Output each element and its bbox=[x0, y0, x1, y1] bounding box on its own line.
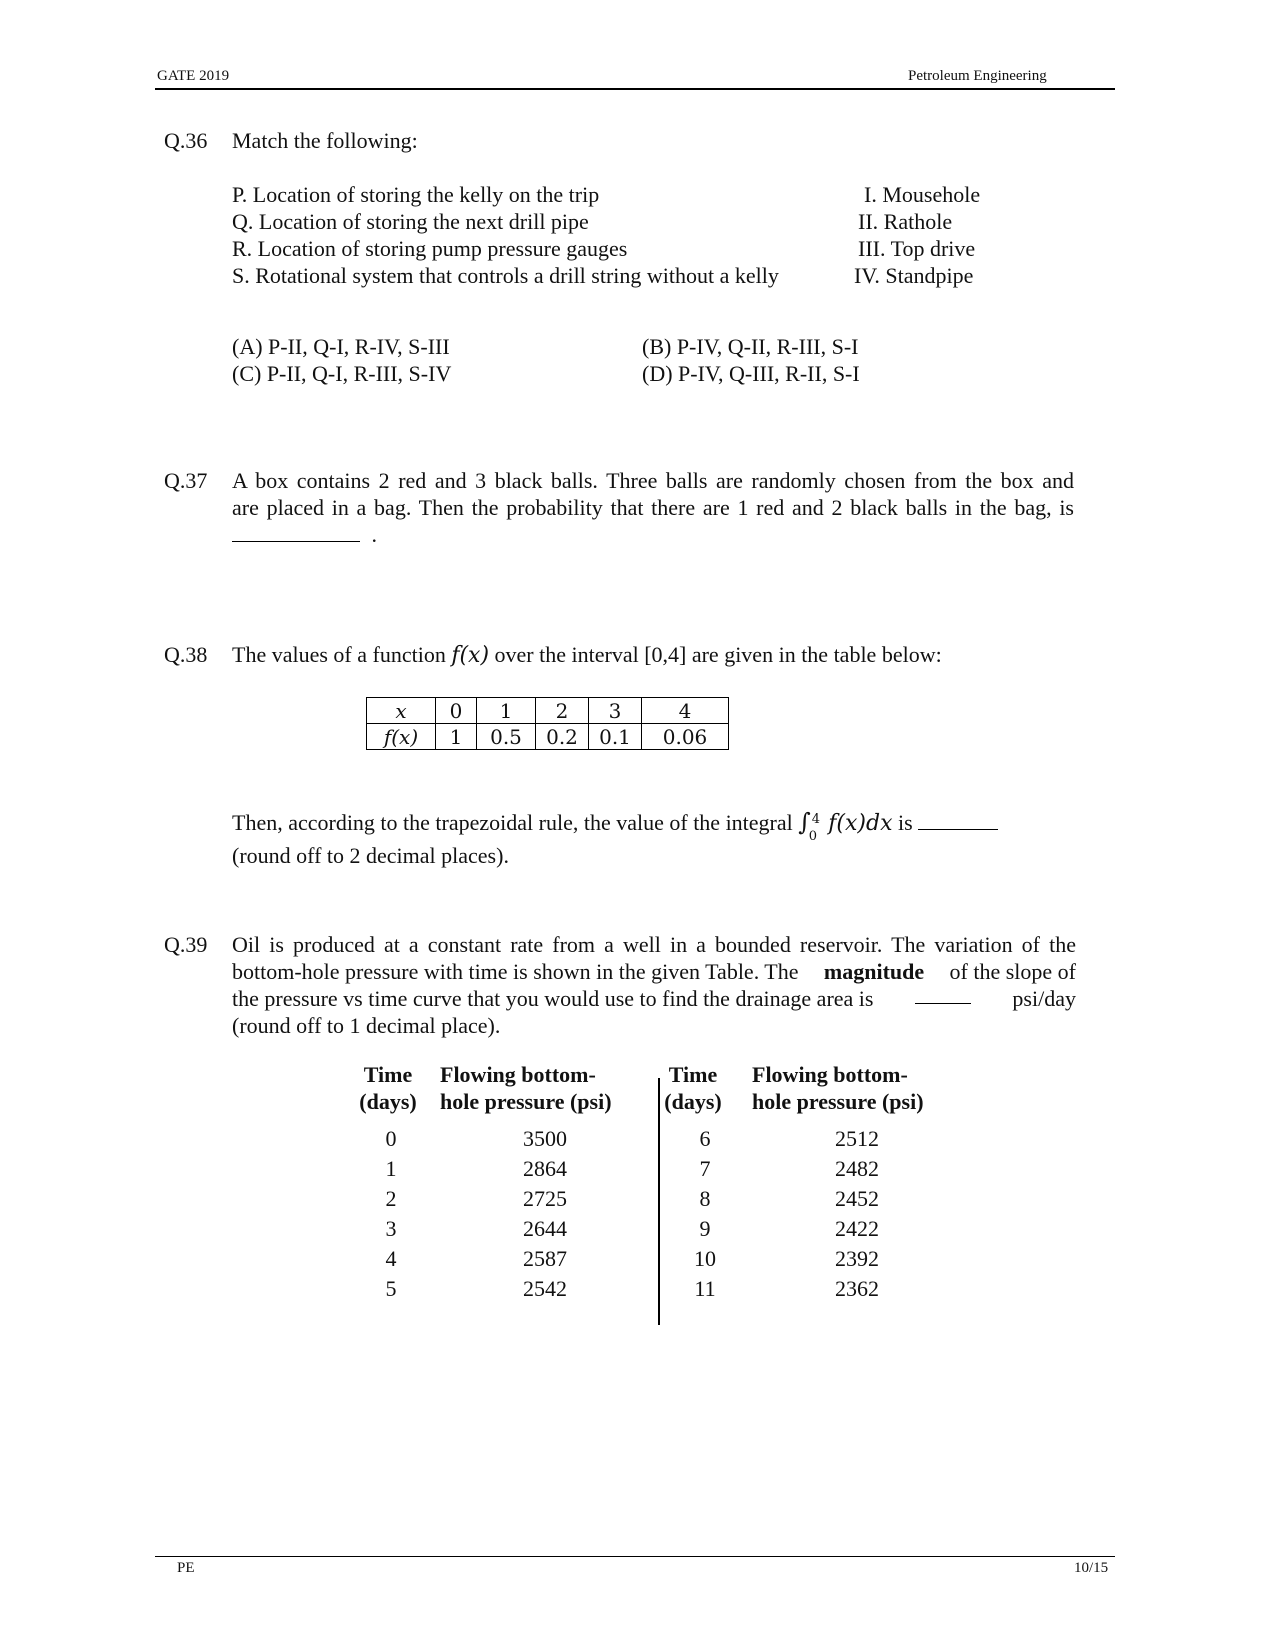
q36-option-a[interactable]: (A) P-II, Q-I, R-IV, S-III bbox=[232, 334, 450, 359]
q39-left-time-column bbox=[366, 1124, 416, 1304]
q39-line-3-before: the pressure vs time curve that you would use to find the drainage area is bbox=[232, 986, 874, 1011]
q38-value-table bbox=[366, 697, 729, 750]
q38-prompt-before: The values of a function bbox=[232, 642, 446, 667]
q39-left-pressure-column bbox=[500, 1124, 590, 1304]
q39-line-1: Oil is produced at a constant rate from a well in a bounded reservoir. The variation of the bbox=[232, 932, 1076, 957]
q37-line-1: A box contains 2 red and 3 black balls. Three balls are randomly chosen from the box and bbox=[232, 468, 1074, 493]
q39-left-pressure-header bbox=[440, 1061, 636, 1115]
q38-f-cell: 0.06 bbox=[642, 724, 729, 750]
integral-sign-icon: ∫ bbox=[798, 808, 811, 836]
q39-pressure-cell: 3500 bbox=[523, 1126, 567, 1151]
q38-x-cell: 3 bbox=[589, 698, 642, 724]
q38-upper-limit: 4 bbox=[811, 812, 821, 827]
q37-end: . bbox=[371, 522, 377, 547]
q38-answer-blank[interactable] bbox=[918, 811, 998, 830]
q36-match-iii: III. Top drive bbox=[858, 236, 976, 261]
q37-number: Q.37 bbox=[164, 468, 208, 493]
footer-paper-code: PE bbox=[177, 1560, 195, 1576]
q38-x-cell: 4 bbox=[642, 698, 729, 724]
q39-header-text: hole pressure (psi) bbox=[752, 1089, 924, 1114]
q39-pressure-cell: 2542 bbox=[523, 1276, 567, 1301]
q39-pressure-cell: 2482 bbox=[835, 1156, 879, 1181]
q38-x-cell: 2 bbox=[536, 698, 589, 724]
q39-header-text: Time bbox=[668, 1062, 718, 1087]
q39-pressure-cell: 2644 bbox=[523, 1216, 567, 1241]
q39-time-cell: 0 bbox=[385, 1126, 397, 1151]
q39-line-2-bold: magnitude bbox=[823, 959, 925, 984]
q38-integral-intro: Then, according to the trapezoidal rule, the value of the integral bbox=[232, 810, 793, 835]
q36-item-p: P. Location of storing the kelly on the trip bbox=[232, 182, 600, 207]
q37-answer-line bbox=[232, 521, 1074, 548]
q38-prompt-after: over the interval [0,4] are given in the table below: bbox=[494, 642, 942, 667]
q39-pressure-cell: 2864 bbox=[523, 1156, 567, 1181]
q38-x-cell: 1 bbox=[477, 698, 536, 724]
q39-time-cell: 5 bbox=[385, 1276, 397, 1301]
q38-note: (round off to 2 decimal places). bbox=[232, 843, 509, 868]
q39-line-2 bbox=[232, 958, 1076, 985]
q38-row-x-label: x bbox=[367, 698, 436, 724]
footer-page-number: 10/15 bbox=[1074, 1560, 1109, 1576]
q36-item-r: R. Location of storing pump pressure gauges bbox=[232, 236, 628, 261]
q39-header-text: (days) bbox=[359, 1089, 417, 1114]
q38-f-cell: 0.2 bbox=[536, 724, 589, 750]
q39-time-cell: 8 bbox=[699, 1186, 711, 1211]
q39-answer-blank[interactable] bbox=[915, 985, 971, 1004]
q36-item-s: S. Rotational system that controls a drill string without a kelly bbox=[232, 263, 779, 288]
q39-right-pressure-header bbox=[752, 1061, 948, 1115]
q39-header-text: Flowing bottom- bbox=[440, 1062, 596, 1087]
footer-rule bbox=[155, 1556, 1115, 1557]
q36-match-i: I. Mousehole bbox=[864, 182, 981, 207]
q39-line-3 bbox=[232, 985, 1076, 1012]
q38-f-cell: 0.1 bbox=[589, 724, 642, 750]
q39-time-cell: 10 bbox=[694, 1246, 716, 1271]
q39-right-pressure-column bbox=[812, 1124, 902, 1304]
q36-items bbox=[232, 181, 779, 289]
q39-right-time-column bbox=[680, 1124, 730, 1304]
q38-row-f-label: f(x) bbox=[367, 724, 436, 750]
q36-option-c[interactable]: (C) P-II, Q-I, R-III, S-IV bbox=[232, 361, 452, 386]
q36-number: Q.36 bbox=[164, 128, 208, 153]
q36-option-d[interactable]: (D) P-IV, Q-III, R-II, S-I bbox=[642, 361, 860, 386]
q39-time-cell: 6 bbox=[699, 1126, 711, 1151]
q38-integrand: f(x)dx bbox=[828, 811, 893, 836]
q38-row-f bbox=[367, 724, 729, 750]
q36-prompt: Match the following: bbox=[232, 128, 418, 153]
q39-time-cell: 7 bbox=[699, 1156, 711, 1181]
q39-time-cell: 4 bbox=[385, 1246, 397, 1271]
q38-f-cell: 1 bbox=[436, 724, 477, 750]
q38-integral-line bbox=[232, 808, 998, 844]
q39-line-2-before: bottom-hole pressure with time is shown in the given Table. The bbox=[232, 959, 799, 984]
q38-integral-limits bbox=[808, 809, 823, 844]
q39-table-divider bbox=[658, 1078, 660, 1325]
q39-pressure-cell: 2725 bbox=[523, 1186, 567, 1211]
q38-row-x bbox=[367, 698, 729, 724]
q38-number: Q.38 bbox=[164, 642, 208, 667]
q38-is: is bbox=[898, 810, 913, 835]
q39-header-text: hole pressure (psi) bbox=[440, 1089, 612, 1114]
q39-left-time-header bbox=[355, 1061, 421, 1115]
q36-item-q: Q. Location of storing the next drill pipe bbox=[232, 209, 589, 234]
q39-number: Q.39 bbox=[164, 932, 208, 957]
q39-time-cell: 1 bbox=[385, 1156, 397, 1181]
q39-pressure-cell: 2392 bbox=[835, 1246, 879, 1271]
q39-pressure-cell: 2362 bbox=[835, 1276, 879, 1301]
q39-header-text: Flowing bottom- bbox=[752, 1062, 908, 1087]
q39-pressure-cell: 2452 bbox=[835, 1186, 879, 1211]
q37-text bbox=[232, 467, 1074, 548]
q38-x-cell: 0 bbox=[436, 698, 477, 724]
q39-time-cell: 3 bbox=[385, 1216, 397, 1241]
header-exam-title: GATE 2019 bbox=[157, 68, 230, 84]
q38-f-cell: 0.5 bbox=[477, 724, 536, 750]
q39-pressure-cell: 2587 bbox=[523, 1246, 567, 1271]
q36-option-b[interactable]: (B) P-IV, Q-II, R-III, S-I bbox=[642, 334, 859, 359]
q39-pressure-cell: 2422 bbox=[835, 1216, 879, 1241]
q38-prompt bbox=[232, 641, 942, 669]
q37-line-2: are placed in a bag. Then the probability that there are 1 red and 2 black balls in the bag, is bbox=[232, 495, 1074, 520]
q39-pressure-cell: 2512 bbox=[835, 1126, 879, 1151]
q39-line-2-after: of the slope of bbox=[949, 959, 1076, 984]
q39-text bbox=[232, 931, 1076, 1039]
header-rule bbox=[155, 88, 1115, 90]
q38-prompt-func: f(x) bbox=[451, 643, 490, 668]
q39-time-cell: 9 bbox=[699, 1216, 711, 1241]
q39-line-3-after: psi/day bbox=[1012, 986, 1076, 1011]
q36-match-iv: IV. Standpipe bbox=[854, 263, 974, 288]
q39-header-text: Time bbox=[363, 1062, 413, 1087]
q38-lower-limit: 0 bbox=[808, 829, 818, 844]
q39-time-cell: 11 bbox=[694, 1276, 716, 1301]
q39-time-cell: 2 bbox=[385, 1186, 397, 1211]
q37-answer-blank[interactable] bbox=[232, 523, 360, 542]
q36-matches bbox=[854, 181, 980, 289]
q39-line-4: (round off to 1 decimal place). bbox=[232, 1013, 501, 1038]
header-subject: Petroleum Engineering bbox=[908, 68, 1047, 84]
q39-right-time-header bbox=[660, 1061, 726, 1115]
q39-header-text: (days) bbox=[664, 1089, 722, 1114]
q36-match-ii: II. Rathole bbox=[858, 209, 953, 234]
